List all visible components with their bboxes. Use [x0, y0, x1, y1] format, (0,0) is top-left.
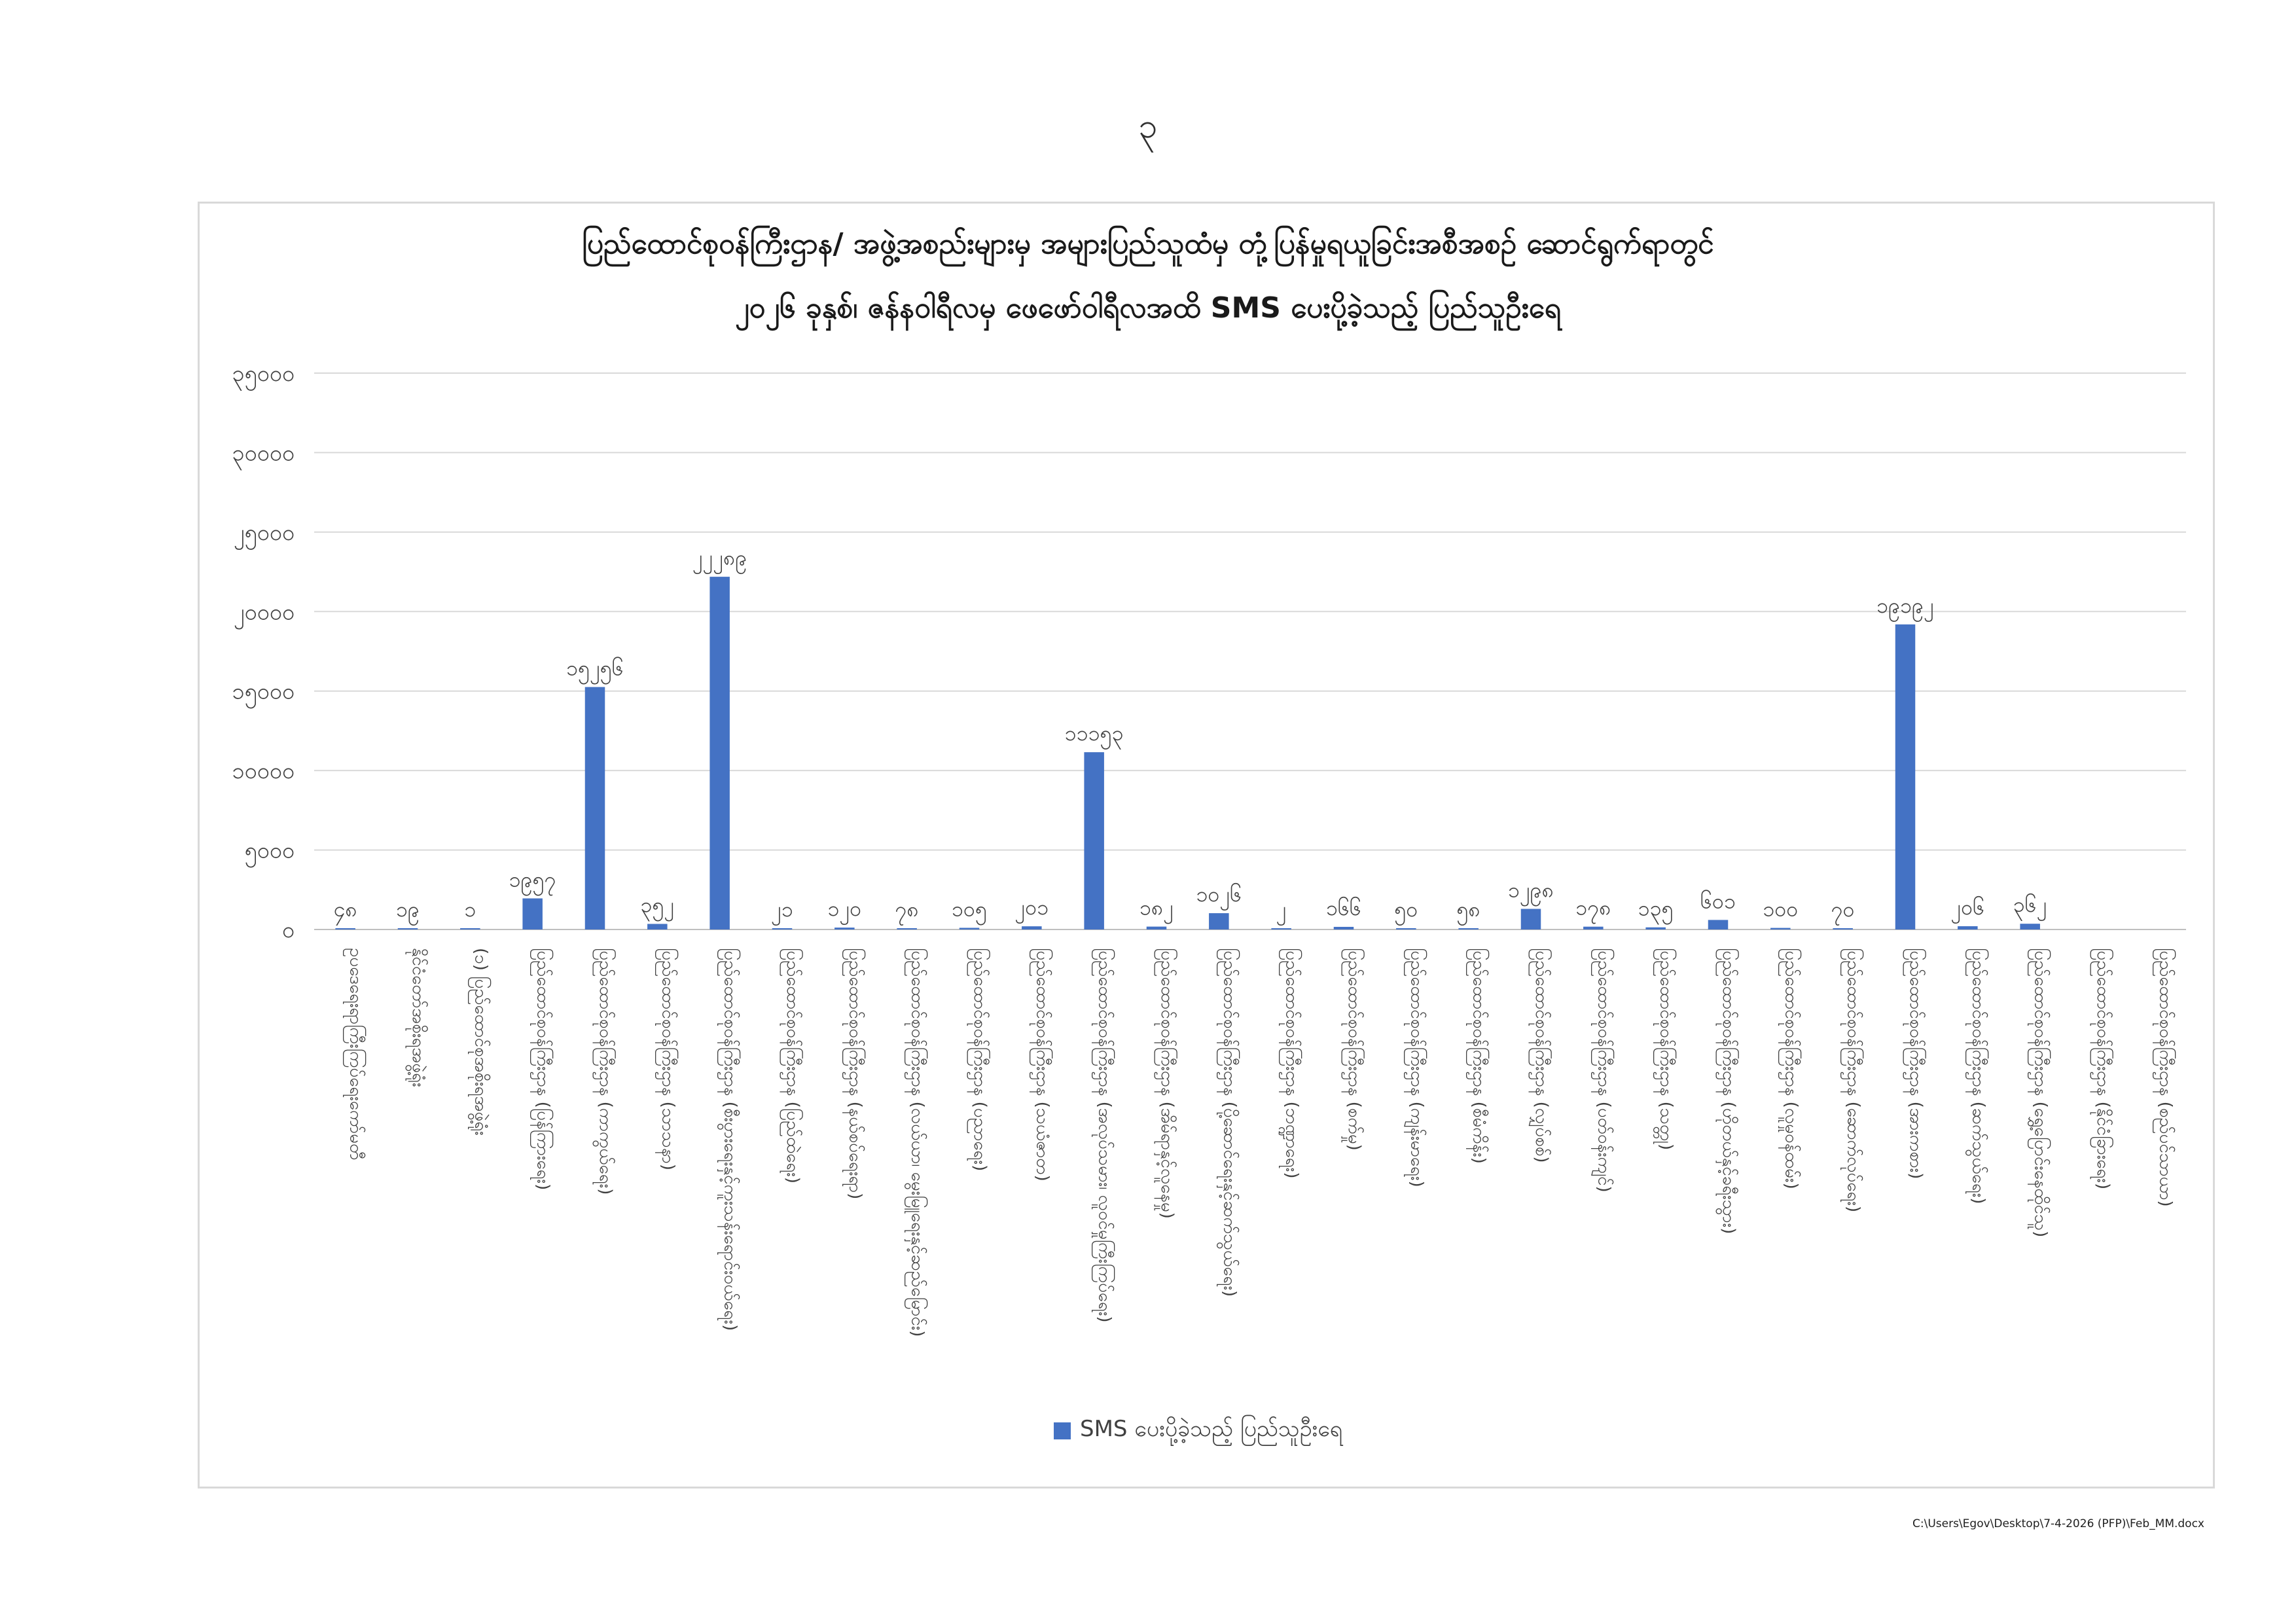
- bar: [1708, 920, 1729, 929]
- data-label: ၁၂၀: [827, 896, 862, 922]
- bar: [1022, 926, 1042, 929]
- bar: [834, 928, 855, 929]
- data-label: ၁၅၂၅၆: [566, 655, 624, 681]
- data-label: ၁၃၅: [1638, 895, 1674, 921]
- chart-legend: [1054, 1414, 1342, 1447]
- bar: [460, 928, 480, 929]
- x-tick-label: နိုင်ငံတော်အစိုးရအဖွဲ့ရုံး: [408, 948, 428, 1087]
- x-tick-label: ပြည်ထောင်စုဝန်ကြီးဌာန (ဆောက်လုပ်ရေး): [1843, 948, 1863, 1213]
- x-tick-label: ပြည်ထောင်စုဝန်ကြီးဌာန (သယံဇာတ): [1032, 948, 1052, 1182]
- bar: [1895, 624, 1916, 929]
- data-label: ၁၁၁၅၃: [1064, 721, 1124, 746]
- data-label: ၂၁: [771, 897, 793, 922]
- bar: [1833, 928, 1853, 929]
- bar: [1396, 928, 1416, 929]
- legend-label: SMS ပေးပို့ခဲ့သည့် ပြည်သူဦးရေ: [1080, 1416, 1343, 1442]
- bar: [1770, 928, 1791, 929]
- data-label: ၇၈: [895, 897, 919, 922]
- bar: [1209, 913, 1229, 929]
- bar: [398, 928, 418, 929]
- data-label: ၁၉၁၉၂: [1876, 592, 1934, 618]
- data-label: ၅၀: [1394, 897, 1418, 922]
- data-label: ၂၂၂၈၉: [692, 545, 747, 571]
- footer-file-path: C:\Users\Egov\Desktop\7-4-2026 (PFP)\Feb_MM.docx: [1912, 1517, 2204, 1530]
- data-label: ၁၉: [396, 897, 420, 922]
- x-tick-label: ပြည်ထောင်စုဝန်ကြီးဌာန (ပတ်ဝန်းကျင်): [1594, 948, 1614, 1193]
- data-label: ၆၀၁: [1700, 888, 1736, 914]
- y-tick-label: ၃၀၀၀၀: [232, 440, 295, 467]
- x-tick-label: ပြည်ထောင်စုဝန်ကြီးဌာန (စီးပွားရေးနှင့်ကူးသန်းရောင်းဝယ်ရေး): [720, 948, 740, 1331]
- data-label: ၅၈: [1456, 897, 1480, 922]
- bar: [1084, 752, 1104, 929]
- bar: [1147, 927, 1167, 929]
- x-tick-label: ပြည်ထောင်စုဝန်ကြီးဌာန (ဆက်သွယ်ရေး): [1968, 948, 1988, 1204]
- y-tick-label: ၀: [281, 917, 295, 943]
- data-label: ၁၇၈: [1575, 895, 1611, 920]
- bar: [647, 924, 668, 929]
- data-label: ၁၀၂၆: [1196, 882, 1242, 907]
- x-tick-label: ပြည်ထောင်စုဝန်ကြီးဌာန (စည်ပင်သာယာ): [2155, 948, 2176, 1207]
- x-tick-label: (၁) ပြည်ထောင်စုအစိုးရအဖွဲ့ရုံး: [471, 948, 491, 1136]
- bar: [1958, 926, 1978, 929]
- x-tick-label: ပြည်ထောင်စုဝန်ကြီးဌာန (နိုင်ငံခြားရေး): [2093, 948, 2113, 1190]
- bar: [960, 928, 980, 929]
- x-tick-label: ပြည်ထောင်စုဝန်ကြီးဌာန (စီမံကိန်း): [1469, 948, 1489, 1164]
- bar: [335, 928, 355, 929]
- bar: [1645, 928, 1666, 929]
- x-tick-label: ပြည်ထောင်စုဝန်ကြီးဌာန (သာသနာ): [658, 948, 678, 1171]
- bar: [897, 928, 917, 929]
- x-tick-label: ပြည်ထောင်စုဝန်ကြီးဌာန (ဘဏ္ဍာရေး): [1282, 948, 1302, 1179]
- x-tick-label: ပြည်ထောင်စုဝန်ကြီးဌာန (ကျန်းမာရေး): [1407, 948, 1427, 1187]
- bar: [1521, 909, 1541, 929]
- x-tick-label: ပြည်ထောင်စုဝန်ကြီးဌာန (စက်မှု): [1344, 948, 1364, 1151]
- y-tick-label: ၃၅၀၀၀: [232, 361, 295, 387]
- x-tick-label: ပြည်ထောင်စုဝန်ကြီးဌာန (လျှပ်စစ်): [1532, 948, 1551, 1163]
- y-tick-label: ၂၀၀၀၀: [233, 599, 295, 626]
- x-tick-label: ပြည်ထောင်စုဝန်ကြီးဌာန (ပို့ဆောင်ရေးနှင့်ဆက်သွယ်ရေး): [1219, 948, 1240, 1297]
- data-label: ၇၀: [1831, 897, 1855, 922]
- data-label: ၃၅၂: [640, 892, 675, 918]
- y-tick-label: ၂၅၀၀၀: [233, 519, 295, 546]
- x-tick-label: ပြည်ထောင်စုဝန်ကြီးဌာန (ပညာရေး): [970, 948, 990, 1172]
- chart-title: ပြည်ထောင်စုဝန်ကြီးဌာန/ အဖွဲ့အစည်းများမှ အများပြည်သူထံမှ တုံ့ပြန်မှုရယူခြင်းအစီအစဉ် ဆောင်ရွက်ရာတွင်: [582, 227, 1714, 261]
- data-label: ၁၀၅: [952, 896, 987, 922]
- page-number: ၃: [1138, 107, 1158, 146]
- data-label: ၄၈: [333, 897, 357, 922]
- x-tick-label: ပြည်ထောင်စုဝန်ကြီးဌာန (နယ်စပ်ရေးရာ): [845, 948, 865, 1200]
- y-tick-label: ၁၀၀၀၀: [232, 758, 295, 785]
- y-tick-label: ၅၀၀၀: [244, 837, 295, 864]
- data-label: ၁၂၉၈: [1508, 877, 1554, 903]
- data-label: ၁၈၂: [1139, 895, 1174, 920]
- bar: [709, 577, 730, 929]
- x-tick-label: ပြည်ထောင်စုဝန်ကြီးဌာန (လူမှုဝန်ထမ်း): [1781, 948, 1801, 1189]
- data-label: ၂: [1276, 897, 1287, 922]
- y-tick-label: ၁၅၀၀၀: [232, 678, 295, 705]
- bar: [522, 898, 543, 929]
- bar: [1458, 928, 1479, 929]
- x-tick-label: ပြည်ထောင်စုဝန်ကြီးဌာန (ကာကွယ်ရေး): [596, 948, 615, 1195]
- chart-subtitle: ၂၀၂၆ ခုနှစ်၊ ဇန်နဝါရီလမှ ဖေဖော်ဝါရီလအထိ SMS ပေးပို့ခဲ့သည့် ပြည်သူဦးရေ: [735, 291, 1561, 325]
- x-tick-label: ပြည်ထောင်စုဝန်ကြီးဌာန (ရွှေ့ပြောင်းနေထိုင်သူ): [2030, 948, 2051, 1238]
- data-label: ၂၀၆: [1950, 894, 1985, 920]
- x-tick-label: ပြည်ထောင်စုဝန်ကြီးဌာန (အားကစား): [1906, 948, 1926, 1180]
- x-tick-label: ပြည်ထောင်စုဝန်ကြီးဌာန (အိမ်ရာနှင့်လူနေမှု): [1157, 948, 1177, 1219]
- bar: [1583, 927, 1604, 929]
- x-tick-label: ပြည်ထောင်စုဝန်ကြီးဌာန (အလုပ်သမား၊ လူဝင်မှုကြီးကြပ်ရေး): [1094, 948, 1115, 1323]
- x-tick-label: ပြည်ထောင်စုဝန်ကြီးဌာန (လယ်ယာ၊ မွေးမြူရေးနှင့်ဆည်မြောင်း): [907, 948, 927, 1337]
- data-label: ၁၉၅၇: [509, 867, 556, 892]
- data-label: ၂၀၁: [1014, 895, 1049, 920]
- x-tick-label: ပြည်ထောင်စုဝန်ကြီးဌာန (ပြည်ထဲရေး): [783, 948, 802, 1184]
- x-tick-label: ပြည်ထောင်စုဝန်ကြီးဌာန (သတ္တု): [1656, 948, 1676, 1151]
- data-label: ၁၆၆: [1326, 895, 1361, 920]
- bar: [1334, 927, 1354, 929]
- legend-swatch: [1054, 1422, 1071, 1439]
- x-tick-label: ဥပဒေရေးရာကြီးကြပ်ရေးကော်မတီ: [346, 948, 366, 1161]
- bar: [1271, 928, 1291, 929]
- x-tick-label: ပြည်ထောင်စုဝန်ကြီးဌာန (ပြန်ကြားရေး): [533, 948, 553, 1191]
- x-tick-label: ပြည်ထောင်စုဝန်ကြီးဌာန (ဟိုတယ်နှင့်ခရီးသွား): [1719, 948, 1738, 1235]
- data-label: ၃၆၂: [2013, 892, 2047, 918]
- bar: [2020, 924, 2040, 929]
- data-label: ၁၀၀: [1763, 896, 1799, 922]
- bar: [772, 928, 793, 929]
- data-label: ၁: [464, 897, 476, 922]
- bar: [585, 687, 605, 929]
